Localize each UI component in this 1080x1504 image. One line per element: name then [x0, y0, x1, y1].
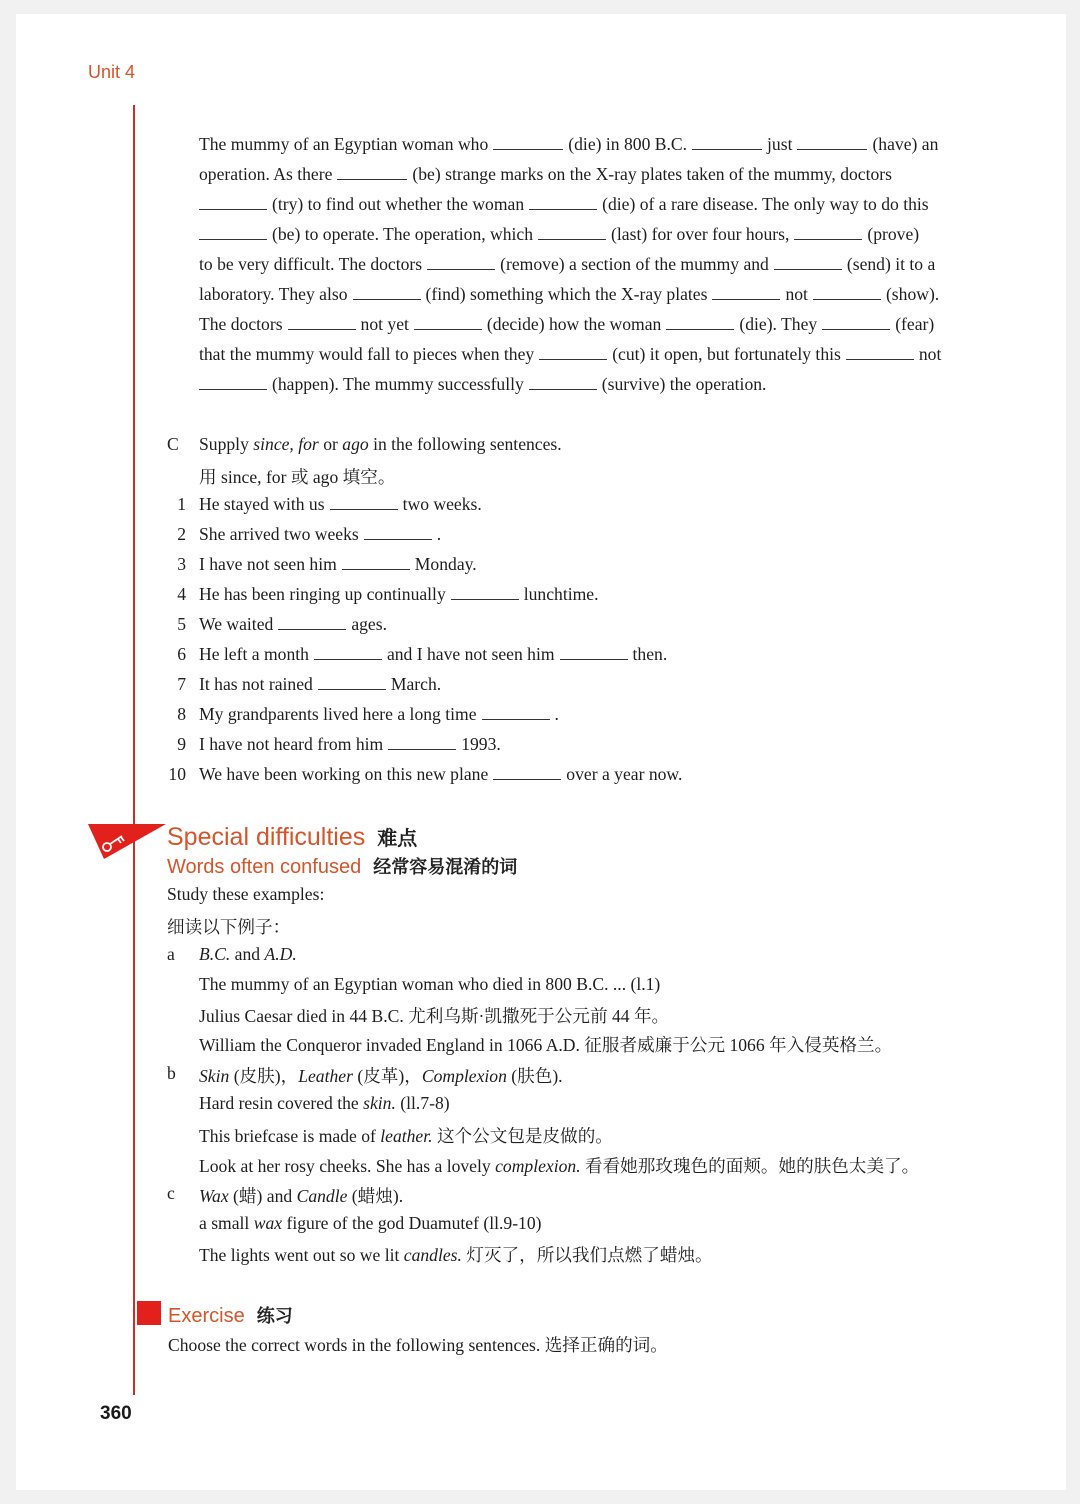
- exercise-item-9: I have not heard from him 1993.: [199, 734, 501, 754]
- exercise-item-3: I have not seen him Monday.: [199, 554, 477, 574]
- example-c-line-1: a small wax figure of the god Duamutef (ll.9-10): [199, 1213, 542, 1233]
- exercise-item-6: He left a month and I have not seen him then.: [199, 644, 668, 664]
- example-a-line-2: Julius Caesar died in 44 B.C. 尤利乌斯·凯撒死于公元前 44 年。: [199, 1006, 670, 1026]
- item-number: 3: [177, 554, 186, 574]
- key-icon: [88, 822, 168, 862]
- exercise-title: Exercise 练习: [168, 1305, 293, 1327]
- exercise-c-letter: C: [167, 434, 179, 454]
- example-c-letter: c: [167, 1183, 175, 1203]
- study-instruction-zh: 细读以下例子：: [167, 917, 291, 937]
- example-b-heading: Skin (皮肤)，Leather (皮革)，Complexion (肤色).: [199, 1066, 563, 1086]
- item-number: 4: [177, 584, 186, 604]
- item-number: 6: [177, 644, 186, 664]
- section-title: Special difficulties 难点: [167, 823, 418, 851]
- example-a-line-1: The mummy of an Egyptian woman who died in 800 B.C. ... (l.1): [199, 974, 661, 994]
- exercise-item-2: She arrived two weeks .: [199, 524, 442, 544]
- example-b-line-1: Hard resin covered the skin. (ll.7-8): [199, 1093, 450, 1113]
- study-instruction: Study these examples:: [167, 884, 325, 904]
- passage-line-4: (be) to operate. The operation, which (last) for over four hours, (prove): [199, 224, 919, 245]
- exercise-item-10: We have been working on this new plane over a year now.: [199, 764, 683, 784]
- example-c-line-2: The lights went out so we lit candles. 灯灭了，所以我们点燃了蜡烛。: [199, 1245, 713, 1265]
- exercise-item-8: My grandparents lived here a long time .: [199, 704, 559, 724]
- example-b-letter: b: [167, 1063, 176, 1083]
- exercise-item-4: He has been ringing up continually lunchtime.: [199, 584, 599, 604]
- example-a-line-3: William the Conqueror invaded England in 1066 A.D. 征服者威廉于公元 1066 年入侵英格兰。: [199, 1035, 893, 1055]
- passage-line-7: The doctors not yet (decide) how the woman (die). They (fear): [199, 314, 935, 334]
- example-c-heading: Wax (蜡) and Candle (蜡烛).: [199, 1186, 404, 1206]
- item-number: 1: [177, 494, 186, 514]
- page-number: 360: [100, 1403, 132, 1424]
- item-number: 10: [168, 764, 186, 784]
- exercise-c-instruction: Supply since, for or ago in the following sentences.: [199, 434, 562, 454]
- item-number: 8: [177, 704, 186, 724]
- margin-rule: [133, 105, 135, 1395]
- passage-line-9: (happen). The mummy successfully (survive) the operation.: [199, 374, 766, 395]
- passage-line-2: operation. As there (be) strange marks on the X-ray plates taken of the mummy, doctors: [199, 164, 893, 184]
- passage-line-5: to be very difficult. The doctors (remove) a section of the mummy and (send) it to a: [199, 254, 936, 274]
- item-number: 9: [177, 734, 186, 754]
- passage-line-6: laboratory. They also (find) something which the X-ray plates not (show).: [199, 284, 940, 304]
- exercise-item-1: He stayed with us two weeks.: [199, 494, 482, 514]
- passage-line-8: that the mummy would fall to pieces when they (cut) it open, but fortunately this not: [199, 344, 942, 364]
- passage-line-3: (try) to find out whether the woman (die) of a rare disease. The only way to do this: [199, 194, 929, 215]
- exercise-c-instruction-zh: 用 since, for 或 ago 填空。: [199, 467, 396, 487]
- item-number: 5: [177, 614, 186, 634]
- exercise-item-7: It has not rained March.: [199, 674, 442, 694]
- exercise-item-5: We waited ages.: [199, 614, 387, 634]
- passage-line-1: The mummy of an Egyptian woman who (die) in 800 B.C. just (have) an: [199, 134, 939, 154]
- example-a-letter: a: [167, 944, 175, 964]
- example-b-line-3: Look at her rosy cheeks. She has a lovely complexion. 看看她那玫瑰色的面颊。她的肤色太美了。: [199, 1156, 920, 1176]
- unit-label: Unit 4: [88, 62, 136, 82]
- exercise-instruction: Choose the correct words in the following sentences. 选择正确的词。: [168, 1335, 668, 1355]
- example-a-heading: B.C. and A.D.: [199, 944, 297, 964]
- red-square-icon: [137, 1301, 161, 1325]
- item-number: 7: [177, 674, 186, 694]
- item-number: 2: [177, 524, 186, 544]
- section-subtitle: Words often confused 经常容易混淆的词: [167, 856, 518, 878]
- example-b-line-2: This briefcase is made of leather. 这个公文包是皮做的。: [199, 1126, 613, 1146]
